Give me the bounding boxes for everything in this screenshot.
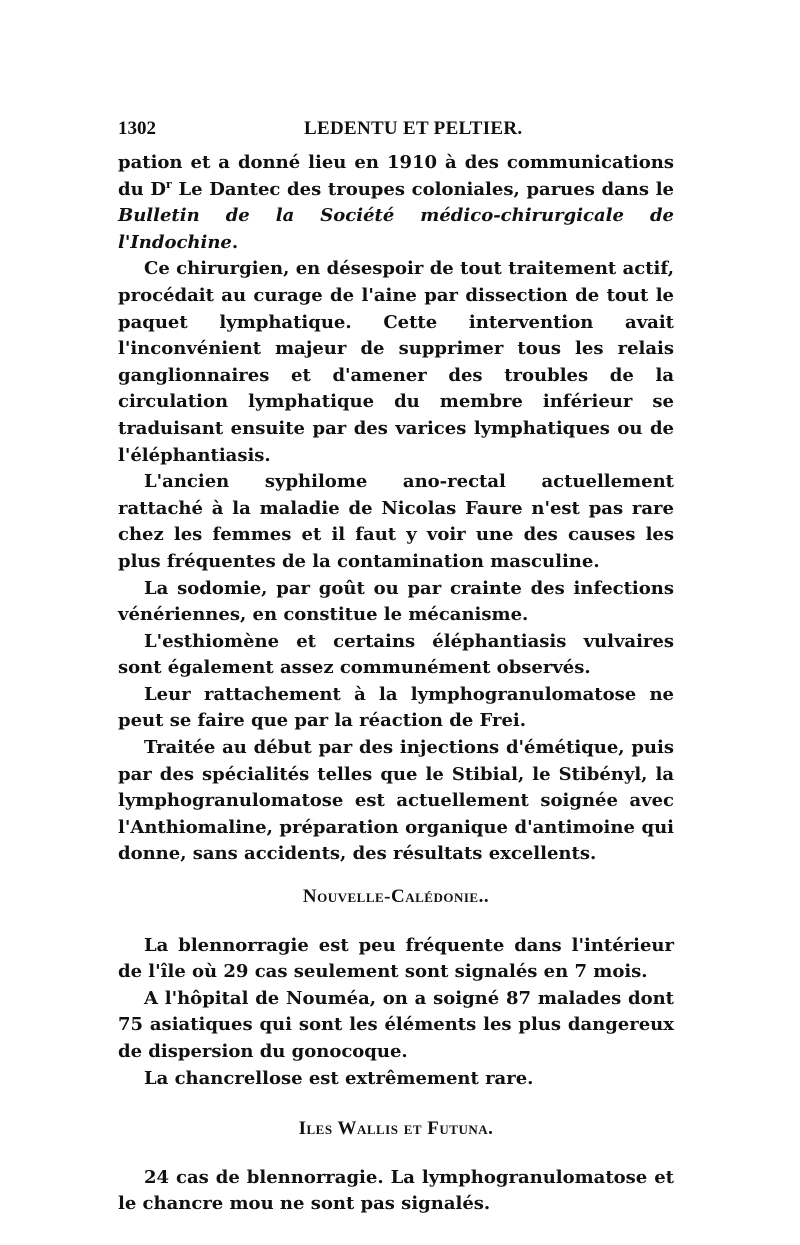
running-header <box>118 118 674 144</box>
paragraph: Traitée au début par des injections d'émétique, puis par des spécialités telles que le Stibial, le Stibényl, la lymphogranulomatose est actuellement soignée avec l'Anthiomaline, préparation organique d'antimoine qui donne, sans accidents, des résultats excellents. <box>118 737 674 865</box>
section-heading: Nouvelle-Calédonie.. <box>302 886 490 908</box>
paragraph-text: . <box>231 231 239 253</box>
paragraph: L'ancien syphilome ano-rectal actuellement rattaché à la maladie de Nicolas Faure n'est pas rare chez les femmes et il faut y voir une des causes les plus fréquentes de la contamination masculine. <box>118 471 674 572</box>
paragraph: Ce chirurgien, en désespoir de tout traitement actif, procédait au curage de l'aine par dissection de tout le paquet lymphatique. Cette intervention avait l'inconvénient majeur de supprimer tous les relais ganglionnaires et d'amener des troubles de la circulation lymphatique du membre inférieur se traduisant ensuite par des varices lymphatiques ou de l'éléphantiasis. <box>118 258 674 466</box>
page-body <box>118 150 674 1218</box>
journal-title: Bulletin de la Société médico-chirurgicale de l'Indochine <box>118 205 674 253</box>
paragraph: La sodomie, par goût ou par crainte des infections vénériennes, en constitue le mécanisme. <box>118 577 674 626</box>
running-title: LEDENTU ET PELTIER. <box>304 118 523 139</box>
paragraph: Leur rattachement à la lymphogranulomatose ne peut se faire que par la réaction de Frei. <box>118 683 674 732</box>
paragraph: La chancrellose est extrêmement rare. <box>144 1067 534 1089</box>
paragraph-text: pation et a donné lieu en 1910 à des communications du D <box>118 152 674 200</box>
paragraph: A l'hôpital de Nouméa, on a soigné 87 malades dont 75 asiatiques qui sont les éléments les plus dangereux de dispersion du gonocoque. <box>118 987 674 1062</box>
superscript: r <box>165 177 172 191</box>
paragraph: L'esthiomène et certains éléphantiasis vulvaires sont également assez communément observés. <box>118 630 674 679</box>
paragraph-continuation <box>118 150 674 256</box>
section-heading: Iles Wallis et Futuna. <box>298 1118 494 1140</box>
paragraph: 24 cas de blennorragie. La lymphogranulomatose et le chancre mou ne sont pas signalés. <box>118 1166 674 1215</box>
paragraph-text: Le Dantec des troupes coloniales, parues dans le <box>171 178 674 200</box>
page-number: 1302 <box>118 118 156 139</box>
paragraph: La blennorragie est peu fréquente dans l'intérieur de l'île où 29 cas seulement sont signalés en 7 mois. <box>118 934 674 983</box>
